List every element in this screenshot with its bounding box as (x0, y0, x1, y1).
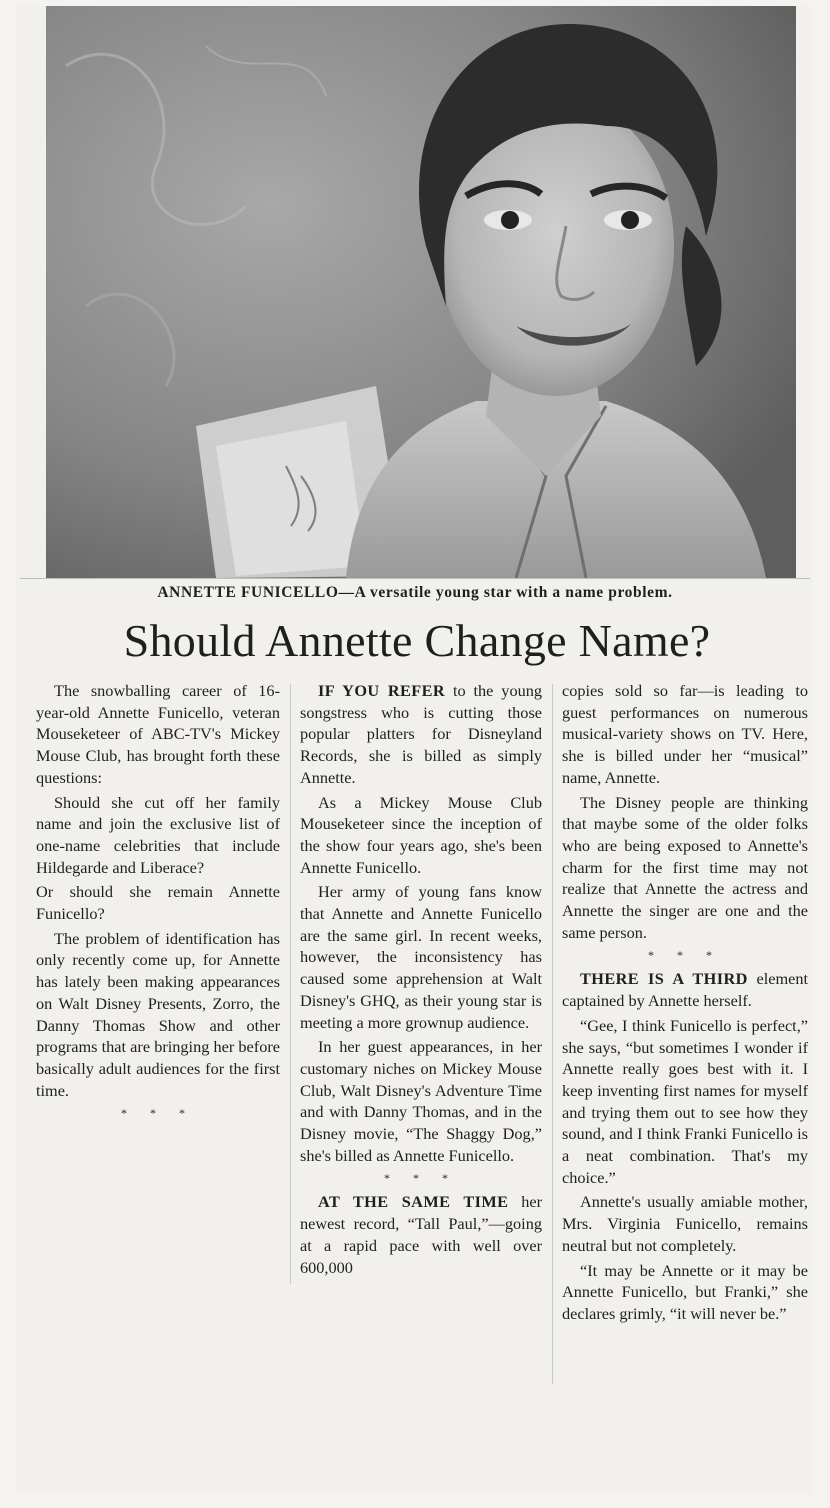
article-column-3 (562, 680, 808, 1328)
section-lead: AT THE SAME TIME (318, 1192, 509, 1212)
section-break: * * * (121, 1106, 195, 1121)
section-lead: IF YOU REFER (318, 681, 446, 700)
paragraph-text: to the young songstress who is cutting those popular platters for Disneyland Records, she is billed as simply Annette. (300, 681, 543, 787)
paragraph: Or should she remain Annette Funicello? (36, 882, 280, 924)
paragraph: Should she cut off her family name and join the exclusive list of one-name celebrities that include Hildegarde and Liberace? (36, 792, 280, 877)
paragraph: Annette's usually amiable mother, Mrs. Virginia Funicello, remains neutral but not completely. (562, 1192, 808, 1255)
paragraph: The Disney people are thinking that maybe some of the older folks who are being exposed to Annette's charm for the first time may not realize that Annette the actress and Annette the singer are one and the same person. (562, 792, 808, 942)
paragraph (562, 968, 808, 1011)
paragraph-text: element captained by Annette herself. (562, 969, 808, 1011)
article-column-1 (36, 680, 280, 1126)
paragraph: As a Mickey Mouse Club Mouseketeer since the inception of the show four years ago, she's been Annette Funicello. (300, 792, 542, 877)
paragraph-text: her newest record, “Tall Paul,”—going at a rapid pace with well over 600,000 (300, 1192, 543, 1277)
paragraph: copies sold so far—is leading to guest performances on numerous musical-variety shows on TV. Here, she is billed under her “musical” name, Annette. (562, 681, 808, 787)
headline: Should Annette Change Name? (123, 615, 711, 666)
section-break: * * * (648, 948, 722, 963)
portrait-photo (46, 6, 796, 578)
paragraph (300, 1191, 542, 1278)
article-column-2 (300, 680, 542, 1281)
paragraph: The snowballing career of 16-year-old Annette Funicello, veteran Mouseketeer of ABC-TV's Mickey Mouse Club, has brought forth these questions: (36, 681, 280, 787)
paragraph: The problem of identification has only recently come up, for Annette has lately been making appearances on Walt Disney Presents, Zorro, the Danny Thomas Show and other programs that are bringing her before basically adult audiences for the first time. (36, 928, 280, 1100)
column-divider (552, 684, 553, 1384)
paragraph: “It may be Annette or it may be Annette Funicello, but Franki,” she declares grimly, “it will never be.” (562, 1260, 808, 1323)
paragraph: “Gee, I think Funicello is perfect,” she says, “but sometimes I wonder if Annette really goes best with it. I keep inventing first names for myself and trying them out to see how they sound, and I think Franki Funicello is a neat combination. That's my choice.” (562, 1015, 808, 1187)
paragraph: Her army of young fans know that Annette and Annette Funicello are the same girl. In recent weeks, however, the inconsistency has caused some apprehension at Walt Disney's GHQ, as their young star is meeting a more grownup audience. (300, 882, 542, 1032)
paragraph (300, 680, 542, 789)
column-divider (290, 684, 291, 1284)
photo-caption: ANNETTE FUNICELLO—A versatile young star with a name problem. (20, 578, 810, 609)
section-lead: THERE IS A THIRD (580, 969, 748, 989)
paragraph: In her guest appearances, in her customary niches on Mickey Mouse Club, Walt Disney's Adventure Time and with Danny Thomas, and in the Disney movie, “The Shaggy Dog,” she's billed as Annette Funicello. (300, 1037, 542, 1165)
section-break: * * * (384, 1171, 458, 1186)
